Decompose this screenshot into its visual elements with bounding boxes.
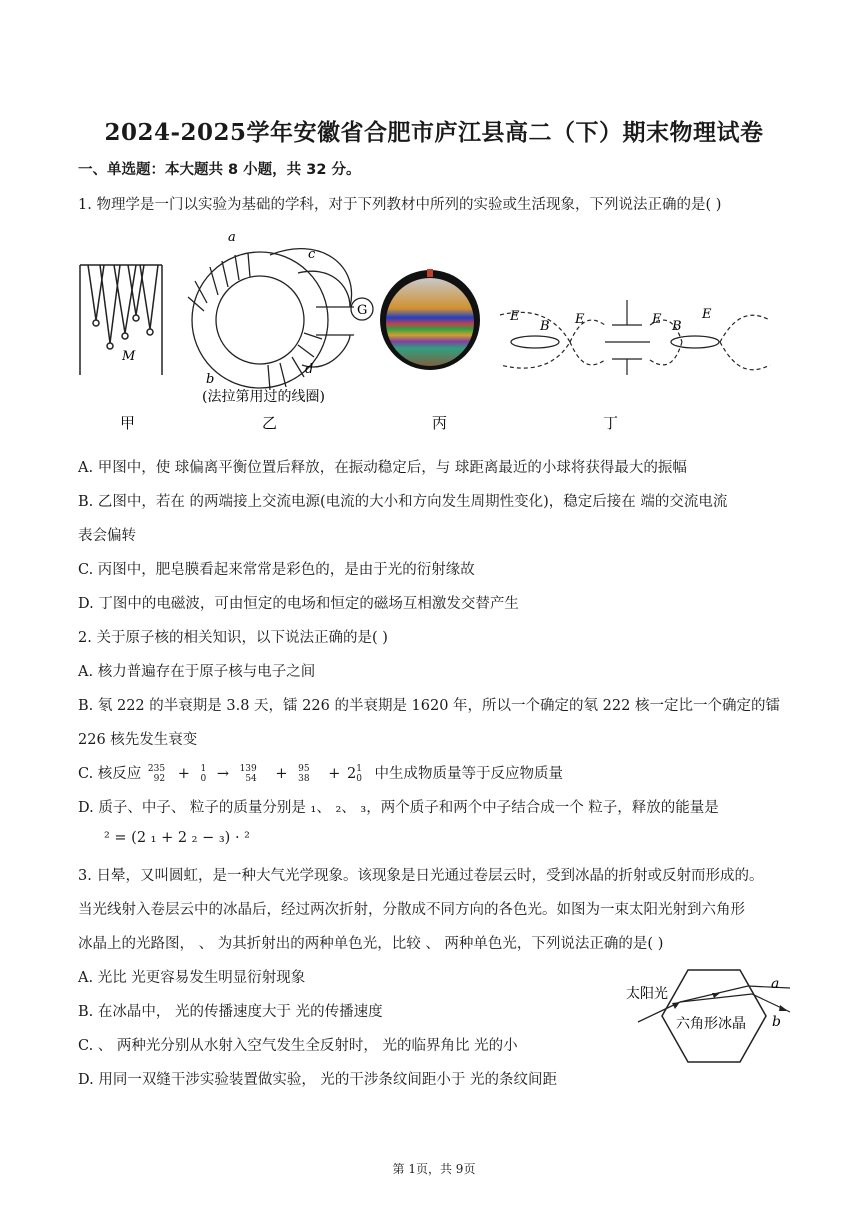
- page-title: 2024-2025学年安徽省合肥市庐江县高二（下）期末物理试卷: [104, 119, 764, 146]
- label-yi: 乙: [262, 414, 278, 432]
- sunlight-label: 太阳光: [626, 986, 668, 1002]
- n-charge: 0: [200, 774, 207, 784]
- galvanometer-label: G: [357, 303, 368, 318]
- sr-charge: 38: [298, 774, 310, 784]
- q2-option-b-cont: 226 核先发生衰变: [78, 732, 198, 748]
- label-ding: 丁: [603, 414, 619, 432]
- q3-stem-1: 3. 日晕，又叫圆虹，是一种大气光学现象。该现象是日光通过卷层云时，受到冰晶的折射或反射而形成的。: [78, 868, 764, 884]
- xe-mass: 139: [239, 764, 257, 774]
- label-jia: 甲: [120, 414, 136, 432]
- q3-option-d: D. 用同一双缝干涉实验装置做实验， 光的干涉条纹间距小于 光的条纹间距: [78, 1072, 558, 1088]
- section-heading: 一、单选题：本大题共 8 小题，共 32 分。: [78, 162, 361, 178]
- q1-stem: 1. 物理学是一门以实验为基础的学科，对于下列教材中所列的实验或生活现象，下列说法正确的是( ): [78, 197, 722, 213]
- ray-b-label: b: [772, 1014, 781, 1030]
- q3-stem-2: 当光线射入卷层云中的冰晶后，经过两次折射，分散成不同方向的各色光。如图为一束太阳光射到六角形: [78, 902, 745, 918]
- q3-option-c: C. 、 两种光分别从水射入空气发生全反射时， 光的临界角比 光的小: [78, 1038, 518, 1054]
- q2-option-d-formula: ² = (2 ₁ + 2 ₂ − ₃) · ²: [104, 830, 250, 846]
- field-e-label: E: [702, 307, 712, 322]
- u-mass: 235: [147, 764, 166, 774]
- ring-a-label: a: [228, 230, 236, 245]
- q3-stem-3: 冰晶上的光路图， 、 为其折射出的两种单色光，比较 、 两种单色光，下列说法正确的是( ): [78, 936, 664, 952]
- q3-option-a: A. 光比 光更容易发生明显衍射现象: [78, 970, 306, 986]
- q2-stem: 2. 关于原子核的相关知识，以下说法正确的是( ): [78, 630, 388, 646]
- q2-option-b: B. 氡 222 的半衰期是 3.8 天，镭 226 的半衰期是 1620 年，所以一个确定的氡 222 核一定比一个确定的镭: [78, 698, 780, 714]
- field-b-label: B: [672, 319, 682, 334]
- n2-charge: 0: [356, 774, 362, 784]
- field-b-label: B: [540, 319, 550, 334]
- ring-d-label: d: [305, 362, 314, 377]
- q1-option-b-cont: 表会偏转: [78, 528, 136, 544]
- q1-option-a: A. 甲图中，使 球偏离平衡位置后释放，在振动稳定后，与 球距离最近的小球将获得最大的振幅: [78, 460, 687, 476]
- q2-c-prefix: C. 核反应: [78, 766, 142, 782]
- q2-option-d: D. 质子、中子、 粒子的质量分别是 ₁、 ₂、 ₃，两个质子和两个中子结合成一个 粒子，释放的能量是: [78, 800, 719, 816]
- ice-crystal-figure: [620, 960, 810, 1070]
- q2-c-suffix: 中生成物质量等于反应物质量: [374, 766, 564, 782]
- soap-film-figure: [380, 269, 480, 370]
- field-e-label: E: [652, 312, 662, 327]
- crystal-label: 六角形冰晶: [676, 1016, 746, 1032]
- caption-yi: (法拉第用过的线圈): [202, 389, 325, 405]
- label-bing: 丙: [432, 414, 448, 432]
- em-wave-figure: [500, 300, 770, 375]
- n2-mass: 1: [356, 764, 362, 774]
- xe-charge: 54: [245, 774, 257, 784]
- q1-option-b: B. 乙图中，若在 的两端接上交流电源(电流的大小和方向发生周期性变化)，稳定后接在 端的交流电流: [78, 494, 728, 510]
- q2-option-c: C. 核反应 235 92 + 1 0 → 139 54 + 95 38 + 21 0 中生成物质量等于反应物质量: [78, 764, 564, 784]
- ring-coil-figure: [188, 249, 373, 390]
- q1-option-c: C. 丙图中，肥皂膜看起来常常是彩色的，是由于光的衍射缘故: [78, 562, 475, 578]
- field-e-label: E: [575, 312, 585, 327]
- q2-option-a: A. 核力普遍存在于原子核与电子之间: [78, 664, 316, 680]
- ring-b-label: b: [206, 372, 215, 387]
- q1-figure: [70, 225, 810, 440]
- field-e-label: E: [510, 309, 520, 324]
- page-footer: 第 1页，共 9页: [392, 1162, 476, 1176]
- sr-mass: 95: [298, 764, 310, 774]
- n-mass: 1: [200, 764, 207, 774]
- pendulum-figure: [80, 265, 162, 375]
- neutron-count: 2: [346, 766, 357, 782]
- pendulum-m-label: M: [122, 349, 136, 364]
- u-charge: 92: [153, 774, 166, 784]
- ring-c-label: c: [308, 247, 316, 262]
- ray-a-label: a: [771, 976, 780, 992]
- q3-option-b: B. 在冰晶中， 光的传播速度大于 光的传播速度: [78, 1004, 383, 1020]
- q1-option-d: D. 丁图中的电磁波，可由恒定的电场和恒定的磁场互相激发交替产生: [78, 596, 519, 612]
